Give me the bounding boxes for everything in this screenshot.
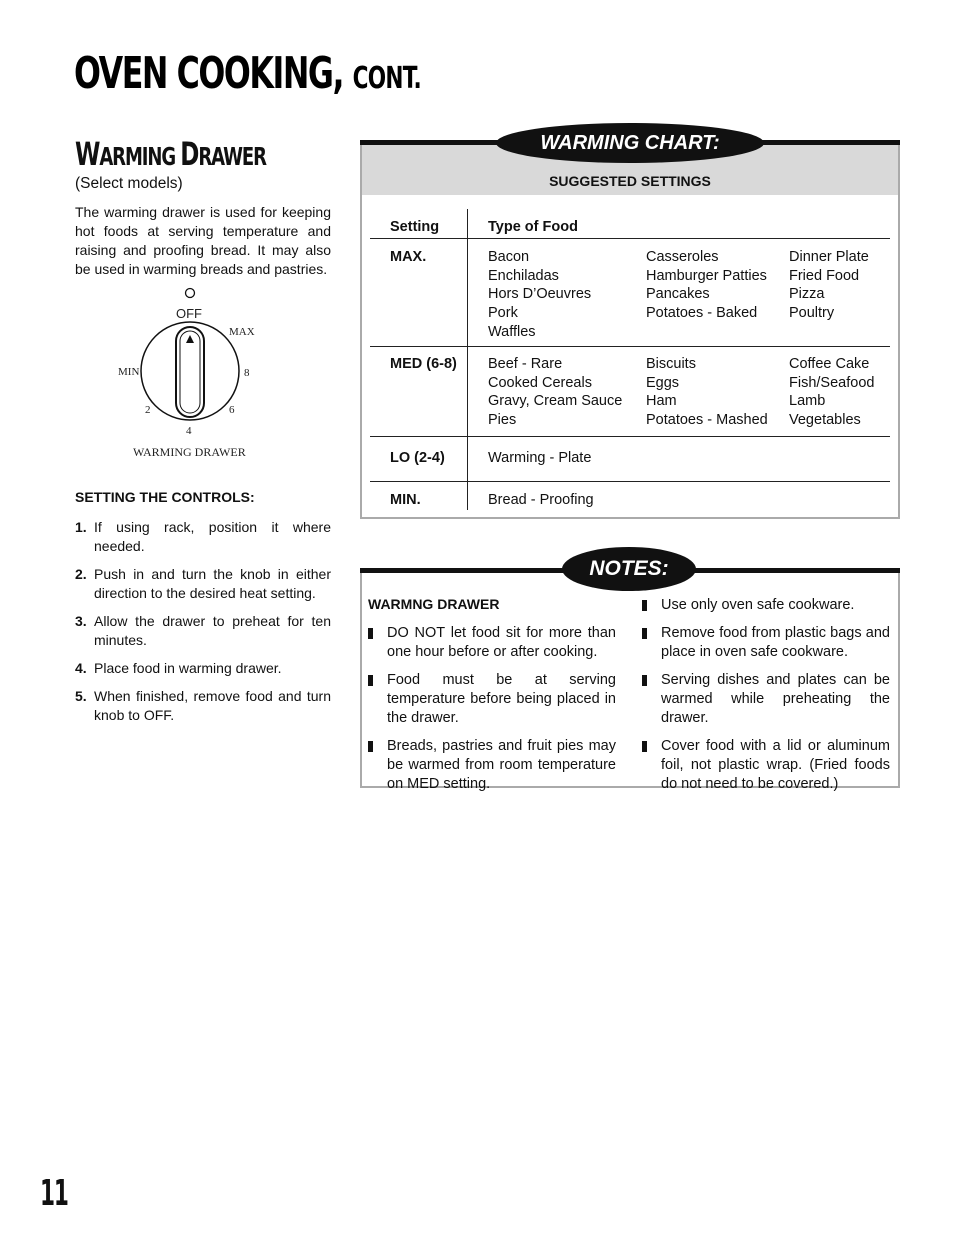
chart-row-divider xyxy=(370,481,890,482)
section-subtitle: (Select models) xyxy=(75,175,183,192)
suggested-settings-label: SUGGESTED SETTINGS xyxy=(549,173,711,189)
dial-label-8: 8 xyxy=(244,367,250,379)
warming-drawer-section xyxy=(75,135,331,293)
chart-row-divider xyxy=(370,346,890,347)
chart-food-cell: Fried Food xyxy=(789,267,860,284)
step-item: 2. Push in and turn the knob in either direction to the desired heat setting. xyxy=(75,566,331,601)
chart-setting-cell: MIN. xyxy=(390,492,421,508)
chart-food-cell: Casseroles xyxy=(646,249,719,265)
warming-chart-pill: WARMING CHART: xyxy=(496,123,764,163)
chart-row-divider xyxy=(370,436,890,437)
chart-food-cell: Waffles xyxy=(488,323,536,340)
chart-food-cell: Poultry xyxy=(789,305,835,322)
chart-column-divider xyxy=(467,209,468,510)
note-item: Remove food from plastic bags and place in oven safe cookware. xyxy=(642,624,890,662)
chart-setting-cell: MED (6-8) xyxy=(390,356,457,372)
chart-row-divider xyxy=(370,238,890,239)
chart-food-cell: Vegetables xyxy=(789,412,861,429)
chart-food-cell: Warming - Plate xyxy=(488,450,592,466)
note-item: Use only oven safe cookware. xyxy=(642,596,890,615)
chart-food-cell: Potatoes - Mashed xyxy=(646,412,768,429)
chart-food-cell: Dinner Plate xyxy=(789,249,869,265)
col-header-food: Type of Food xyxy=(488,219,578,235)
dial-caption: WARMING DRAWER xyxy=(133,445,246,459)
page-title: OVEN COOKING, CONT. xyxy=(74,48,422,99)
chart-setting-cell: MAX. xyxy=(390,249,427,265)
notes-heading: WARMNG DRAWER xyxy=(368,596,500,612)
note-item: DO NOT let food sit for more than one hour before or after cooking. xyxy=(368,624,616,662)
dial-label-6: 6 xyxy=(229,404,235,416)
note-item: Serving dishes and plates can be warmed while preheating the drawer. xyxy=(642,671,890,728)
dial-label-max: MAX xyxy=(229,326,255,338)
chart-food-cell: Enchiladas xyxy=(488,267,559,284)
step-item: 3. Allow the drawer to preheat for ten minutes. xyxy=(75,613,331,648)
chart-food-cell: Pizza xyxy=(789,286,825,303)
step-item: 5. When finished, remove food and turn knob to OFF. xyxy=(75,688,331,723)
note-item: Food must be at serving temperature before being placed in the drawer. xyxy=(368,671,616,728)
warming-drawer-dial-diagram xyxy=(110,283,270,463)
chart-food-cell: Coffee Cake xyxy=(789,356,870,372)
steps-list xyxy=(75,518,331,734)
dial-label-min: MIN xyxy=(118,366,140,378)
notes-right-list xyxy=(642,596,890,803)
chart-food-cell: Bread - Proofing xyxy=(488,492,594,508)
step-item: 4. Place food in warming drawer. xyxy=(75,660,282,676)
chart-food-cell: Beef - Rare xyxy=(488,356,563,372)
col-header-setting: Setting xyxy=(390,219,440,235)
chart-food-cell: Ham xyxy=(646,393,677,410)
notes-pill: NOTES: xyxy=(562,547,696,591)
dial-label-2: 2 xyxy=(145,404,151,416)
chart-setting-cell: LO (2-4) xyxy=(390,450,445,466)
intro-paragraph: The warming drawer is used for keeping hot foods at serving temperature and raising and proofing bread. It may also be used in warming breads and pastries. xyxy=(75,204,331,277)
chart-food-cell: Eggs xyxy=(646,374,680,391)
chart-food-cell: Hors D’Oeuvres xyxy=(488,286,592,303)
chart-food-cell: Gravy, Cream Sauce xyxy=(488,393,623,410)
chart-food-cell: Biscuits xyxy=(646,356,696,372)
chart-food-cell: Cooked Cereals xyxy=(488,374,592,391)
note-item: Cover food with a lid or aluminum foil, not plastic wrap. (Fried foods do not need to be covered.) xyxy=(642,737,890,794)
chart-food-cell: Lamb xyxy=(789,393,826,410)
chart-food-cell: Hamburger Patties xyxy=(646,267,767,284)
chart-food-cell: Potatoes - Baked xyxy=(646,305,758,322)
step-item: 1. If using rack, position it where needed. xyxy=(75,519,331,554)
section-title: WARMING DRAWER xyxy=(75,135,266,173)
dial-label-4: 4 xyxy=(186,425,192,437)
note-item: Breads, pastries and fruit pies may be warmed from room temperature on MED setting. xyxy=(368,737,616,794)
chart-food-cell: Bacon xyxy=(488,249,530,265)
page-number: 11 xyxy=(40,1173,68,1214)
notes-left-list xyxy=(368,624,616,803)
chart-food-cell: Pies xyxy=(488,412,517,429)
chart-food-cell: Pork xyxy=(488,305,518,322)
controls-heading: SETTING THE CONTROLS: xyxy=(75,489,255,505)
chart-food-cell: Fish/Seafood xyxy=(789,374,875,391)
dial-label-off: OFF xyxy=(176,306,202,321)
chart-food-cell: Pancakes xyxy=(646,286,710,303)
